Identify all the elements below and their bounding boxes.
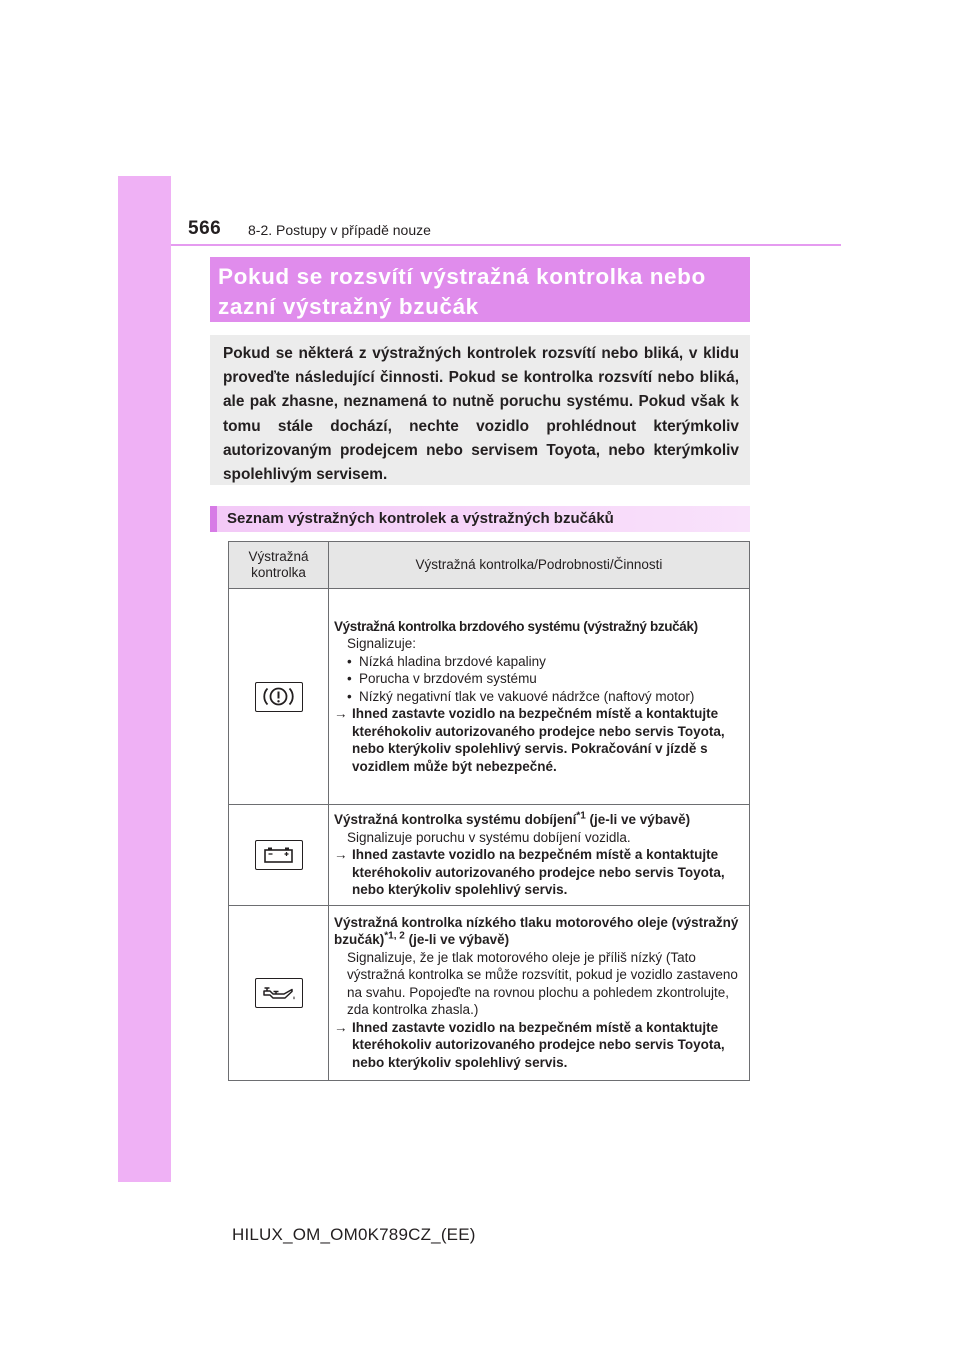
brake-warning-icon bbox=[255, 682, 303, 712]
subheading: Seznam výstražných kontrolek a výstražných bzučáků bbox=[210, 506, 750, 532]
warning-table bbox=[228, 541, 750, 1081]
row-action: → Ihned zastavte vozidlo na bezpečném místě a kontaktujte kteréhokoliv autorizovaného prodejce nebo servis Toyota, nebo kterýkoliv spolehlivý servis. bbox=[334, 847, 725, 897]
battery-charging-icon bbox=[255, 840, 303, 870]
row-title: Výstražná kontrolka brzdového systému (výstražný bzučák) bbox=[334, 618, 698, 634]
table-row bbox=[229, 589, 750, 805]
icon-cell bbox=[229, 805, 329, 906]
table-header-row bbox=[229, 542, 750, 589]
arrow-icon: → bbox=[334, 847, 348, 862]
arrow-icon: → bbox=[334, 706, 348, 722]
footnote-marker: *1, 2 bbox=[384, 930, 405, 942]
row-title: Výstražná kontrolka systému dobíjení$^{*1}$ (je-li ve výbavě) bbox=[334, 810, 691, 827]
detail-cell bbox=[329, 805, 750, 906]
section-label: 8-2. Postupy v případě nouze bbox=[248, 222, 431, 238]
icon-cell bbox=[229, 905, 329, 1080]
list-item: • Nízký negativní tlak ve vakuové nádržce (naftový motor) bbox=[347, 688, 744, 706]
row-action: → Ihned zastavte vozidlo na bezpečném místě a kontaktujte kteréhokoliv autorizovaného prodejce nebo servis Toyota, nebo kterýkoliv spolehlivý servis. bbox=[334, 1019, 725, 1070]
row-action: → Ihned zastavte vozidlo na bezpečném místě a kontaktujte kteréhokoliv autorizovaného prodejce nebo servis Toyota, nebo kterýkoliv spolehlivý servis. Pokračování v jízdě s vozidlem může být nebezpečné. bbox=[334, 706, 725, 774]
column-header-detail: Výstražná kontrolka/Podrobnosti/Činnosti bbox=[329, 542, 750, 589]
document-code: HILUX_OM_OM0K789CZ_(EE) bbox=[232, 1225, 476, 1244]
page-number: 566 bbox=[188, 218, 222, 239]
section-title: Pokud se rozsvítí výstražná kontrolka nebo zazní výstražný bzučák bbox=[210, 257, 750, 322]
row-description: Signalizuje: bbox=[347, 636, 417, 652]
row-description: Signalizuje poruchu v systému dobíjení vozidla. bbox=[347, 829, 631, 845]
detail-cell bbox=[329, 905, 750, 1080]
side-tab-band bbox=[118, 176, 171, 1182]
footnote-marker: *1 bbox=[576, 810, 586, 822]
column-header-icon: Výstražná kontrolka bbox=[229, 542, 329, 589]
icon-cell bbox=[229, 589, 329, 805]
detail-cell bbox=[329, 589, 750, 805]
list-item: • Nízká hladina brzdové kapaliny bbox=[347, 653, 744, 671]
bullet-list bbox=[334, 653, 744, 706]
row-description: Signalizuje, že je tlak motorového oleje je příliš nízký (Tato výstražná kontrolka se může rozsvítit, pokud je vozidlo zastaveno na svahu. Popojeďte na rovnou plochu a pohledem zkontrolujte, zda kontrolka zhasla.) bbox=[347, 949, 738, 1018]
oil-pressure-icon bbox=[255, 978, 303, 1008]
list-item: • Porucha v brzdovém systému bbox=[347, 670, 744, 688]
table-row bbox=[229, 905, 750, 1080]
intro-text: Pokud se některá z výstražných kontrolek rozsvítí nebo bliká, v klidu proveďte následující činnosti. Pokud se kontrolka rozsvítí nebo bliká, ale pak zhasne, neznamená to nutně poruchu systému. Pokud však k tomu stále dochází, nechte vozidlo prohlédnout kterýmkoliv autorizovaným prodejcem nebo servisem Toyota, nebo kterýmkoliv spolehlivým servisem. bbox=[210, 335, 750, 485]
header-rule bbox=[171, 244, 841, 246]
arrow-icon: → bbox=[334, 1019, 348, 1035]
table-row bbox=[229, 805, 750, 906]
row-title: Výstražná kontrolka nízkého tlaku motorového oleje (výstražný bzučák)$^{*1, 2}$ (je-li ve výbavě) bbox=[334, 914, 739, 948]
